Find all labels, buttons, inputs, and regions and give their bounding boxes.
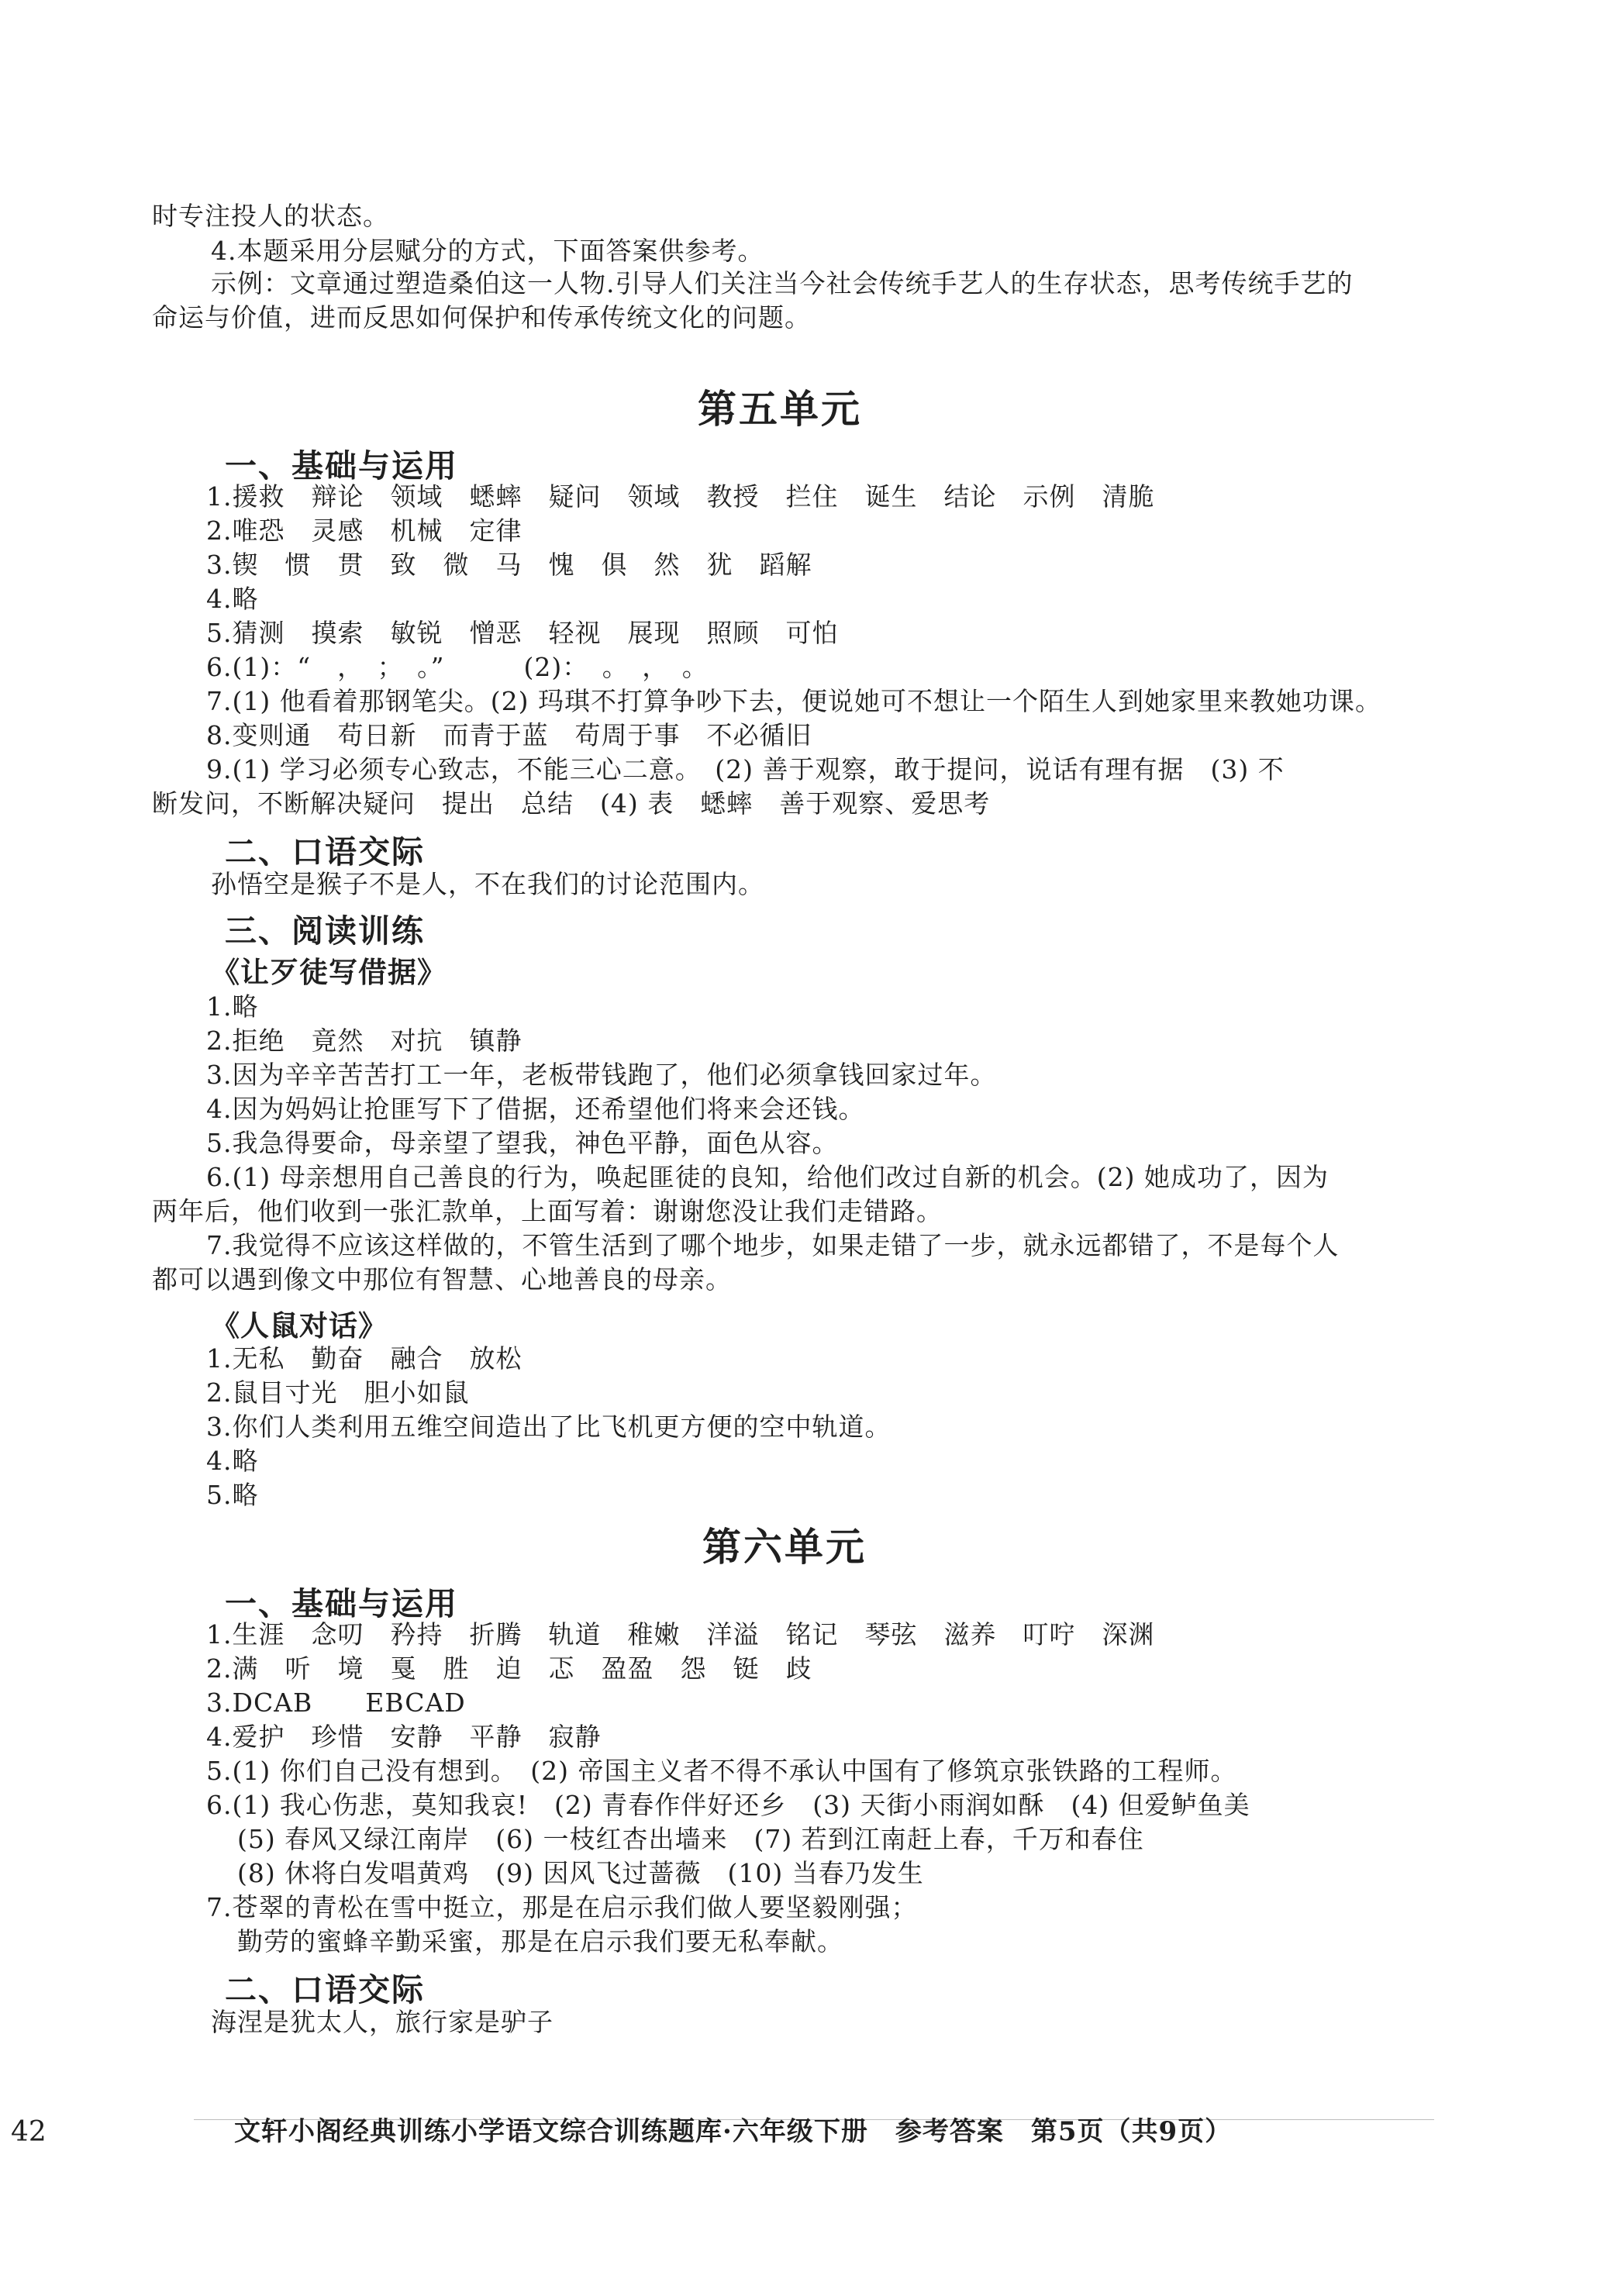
unit6-basics-line: 1.生涯 念叨 矜持 折腾 轨道 稚嫩 洋溢 铭记 琴弦 滋养 叮咛 深渊 bbox=[206, 1619, 1155, 1650]
unit5-basics-line: 9.(1) 学习必须专心致志，不能三心二意。 (2) 善于观察，敢于提问，说话有理有据 (3) 不 bbox=[206, 754, 1285, 784]
footer-text: 文轩小阁经典训练小学语文综合训练题库·六年级下册 参考答案 第5页（共9页） bbox=[234, 2116, 1233, 2147]
unit6-basics-line: 6.(1) 我心伤悲，莫知我哀! (2) 青春作伴好还乡 (3) 天街小雨润如酥 (4) 但爱鲈鱼美 bbox=[206, 1790, 1250, 1820]
unit5-oral-answer: 孙悟空是猴子不是人，不在我们的讨论范围内。 bbox=[211, 869, 764, 899]
unit6-basics-line: 2.满 听 境 戛 胜 迫 忑 盈盈 怨 铤 歧 bbox=[206, 1653, 812, 1684]
unit6-basics-line: 5.(1) 你们自己没有想到。 (2) 帝国主义者不得不承认中国有了修筑京张铁路的工程师。 bbox=[206, 1756, 1237, 1786]
unit6-basics-line: 7.苍翠的青松在雪中挺立，那是在启示我们做人要坚毅刚强； bbox=[206, 1892, 918, 1922]
unit5-title: 第五单元 bbox=[698, 387, 862, 432]
unit6-basics-line: 4.爱护 珍惜 安静 平静 寂静 bbox=[206, 1722, 602, 1752]
unit5-section-reading: 三、阅读训练 bbox=[225, 912, 425, 950]
article1-line: 7.我觉得不应该这样做的，不管生活到了哪个地步，如果走错了一步，就永远都错了，不是每个人 bbox=[206, 1230, 1340, 1260]
article2-line: 1.无私 勤奋 融合 放松 bbox=[206, 1343, 522, 1374]
unit6-basics-line: (5) 春风又绿江南岸 (6) 一枝红杏出墙来 (7) 若到江南赶上春，千万和春住 bbox=[237, 1824, 1144, 1854]
article2-line: 2.鼠目寸光 胆小如鼠 bbox=[206, 1377, 470, 1408]
unit6-basics-line: 3.DCAB EBCAD bbox=[206, 1688, 466, 1718]
unit5-basics-line: 1.援救 辩论 领域 蟋蟀 疑问 领域 教授 拦住 诞生 结论 示例 清脆 bbox=[206, 481, 1155, 512]
page-number: 42 bbox=[11, 2116, 47, 2148]
unit6-section-basics: 一、基础与运用 bbox=[225, 1585, 458, 1622]
unit5-basics-line: 4.略 bbox=[206, 584, 259, 614]
article1-line: 两年后，他们收到一张汇款单，上面写着：谢谢您没让我们走错路。 bbox=[152, 1196, 943, 1226]
article2-line: 3.你们人类利用五维空间造出了比飞机更方便的空中轨道。 bbox=[206, 1412, 891, 1442]
unit5-section-basics: 一、基础与运用 bbox=[225, 447, 458, 484]
article2-line: 4.略 bbox=[206, 1446, 259, 1476]
unit5-basics-line: 6.(1)：“ ， ； 。” (2)： 。 ， 。 bbox=[206, 652, 709, 682]
article1-line: 2.拒绝 竟然 对抗 镇静 bbox=[206, 1026, 522, 1056]
unit5-basics-line: 8.变则通 苟日新 而青于蓝 苟周于事 不必循旧 bbox=[206, 720, 812, 750]
unit5-basics-line: 3.锲 惯 贯 致 微 马 愧 俱 然 犹 蹈解 bbox=[206, 550, 812, 580]
unit6-section-oral: 二、口语交际 bbox=[225, 1971, 425, 2008]
article1-line: 都可以遇到像文中那位有智慧、心地善良的母亲。 bbox=[152, 1264, 732, 1295]
article-title: 《人鼠对话》 bbox=[211, 1309, 388, 1343]
unit6-basics-line: (8) 休将白发唱黄鸡 (9) 因风飞过蔷薇 (10) 当春乃发生 bbox=[237, 1858, 924, 1888]
unit5-section-oral: 二、口语交际 bbox=[225, 833, 425, 870]
carryover-line-4: 命运与价值，进而反思如何保护和传承传统文化的问题。 bbox=[152, 302, 811, 333]
carryover-line-2: 4.本题采用分层赋分的方式，下面答案供参考。 bbox=[211, 236, 764, 266]
article1-line: 3.因为辛辛苦苦打工一年，老板带钱跑了，他们必须拿钱回家过年。 bbox=[206, 1060, 997, 1090]
article1-line: 5.我急得要命，母亲望了望我，神色平静，面色从容。 bbox=[206, 1128, 839, 1158]
unit5-basics-line: 7.(1) 他看着那钢笔尖。(2) 玛琪不打算争吵下去，便说她可不想让一个陌生人到她家里来教她功课。 bbox=[206, 686, 1381, 716]
article-title: 《让歹徒写借据》 bbox=[211, 956, 447, 989]
article1-line: 4.因为妈妈让抢匪写下了借据，还希望他们将来会还钱。 bbox=[206, 1094, 865, 1124]
article1-line: 6.(1) 母亲想用自己善良的行为，唤起匪徒的良知，给他们改过自新的机会。(2) 她成功了，因为 bbox=[206, 1162, 1329, 1192]
unit5-basics-line: 2.唯恐 灵感 机械 定律 bbox=[206, 515, 522, 546]
unit5-basics-line: 5.猜测 摸索 敏锐 憎恶 轻视 展现 照顾 可怕 bbox=[206, 618, 839, 648]
carryover-line-3: 示例：文章通过塑造桑伯这一人物.引导人们关注当今社会传统手艺人的生存状态，思考传统手艺的 bbox=[211, 268, 1354, 298]
unit6-title: 第六单元 bbox=[702, 1525, 867, 1570]
unit6-basics-line: 勤劳的蜜蜂辛勤采蜜，那是在启示我们要无私奉献。 bbox=[237, 1926, 843, 1956]
carryover-line-1: 时专注投人的状态。 bbox=[152, 201, 389, 231]
article1-line: 1.略 bbox=[206, 991, 259, 1022]
unit6-oral-answer: 海涅是犹太人，旅行家是驴子 bbox=[211, 2007, 554, 2037]
article2-line: 5.略 bbox=[206, 1480, 259, 1510]
unit5-basics-line: 断发问，不断解决疑问 提出 总结 (4) 表 蟋蟀 善于观察、爱思考 bbox=[152, 788, 991, 819]
